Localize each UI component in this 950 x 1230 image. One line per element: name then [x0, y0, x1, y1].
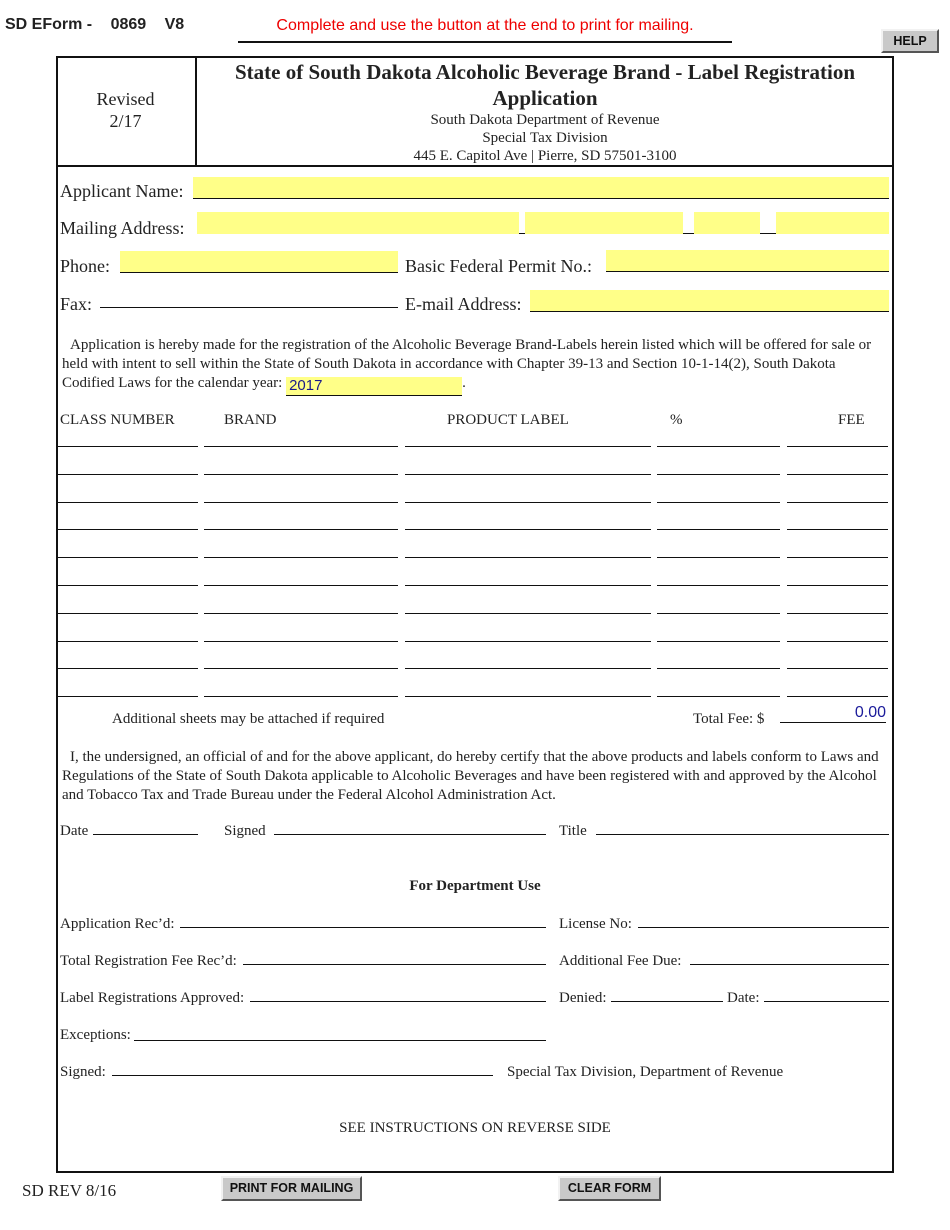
- total-fee-label: Total Fee: $: [693, 711, 765, 727]
- applicant-name-input[interactable]: [193, 177, 889, 199]
- department-name: South Dakota Department of Revenue: [430, 112, 660, 128]
- federal-permit-label: Basic Federal Permit No.:: [405, 256, 592, 276]
- col-header-brand: BRAND: [224, 412, 277, 428]
- email-label: E-mail Address:: [405, 294, 522, 314]
- eform-identifier: [5, 16, 198, 34]
- cell-brand[interactable]: [204, 446, 398, 447]
- col-header-fee: FEE: [838, 412, 865, 428]
- fax-input[interactable]: [100, 288, 398, 308]
- signed-line[interactable]: [274, 834, 546, 835]
- header-divider: [56, 165, 894, 167]
- division-signature-caption: Special Tax Division, Department of Revenue: [507, 1064, 784, 1080]
- additional-fee-due-line: [690, 964, 889, 965]
- cell-fee[interactable]: [787, 696, 888, 697]
- cell-percent[interactable]: [657, 446, 780, 447]
- exceptions-label: Exceptions:: [60, 1027, 131, 1043]
- cell-brand[interactable]: [204, 529, 398, 530]
- cell-class-number[interactable]: [57, 446, 198, 447]
- cell-product-label[interactable]: [405, 668, 651, 669]
- cell-brand[interactable]: [204, 641, 398, 642]
- state-input[interactable]: [694, 212, 760, 234]
- cell-fee[interactable]: [787, 613, 888, 614]
- cell-class-number[interactable]: [57, 641, 198, 642]
- col-header-class-number: CLASS NUMBER: [60, 412, 175, 428]
- license-no-line: [638, 927, 889, 928]
- cell-brand[interactable]: [204, 474, 398, 475]
- cell-class-number[interactable]: [57, 613, 198, 614]
- revised-date: 2/17: [109, 111, 142, 131]
- cell-product-label[interactable]: [405, 502, 651, 503]
- title-line[interactable]: [596, 834, 889, 835]
- cell-product-label[interactable]: [405, 613, 651, 614]
- email-input[interactable]: [530, 290, 889, 312]
- total-fee-received-label: Total Registration Fee Rec’d:: [60, 953, 237, 969]
- cell-fee[interactable]: [787, 585, 888, 586]
- form-revision: SD REV 8/16: [22, 1181, 117, 1200]
- application-received-label: Application Rec’d:: [60, 916, 175, 932]
- cell-percent[interactable]: [657, 696, 780, 697]
- statement-period: .: [462, 375, 466, 391]
- application-statement: [62, 336, 884, 396]
- street-input[interactable]: [197, 212, 519, 234]
- cell-product-label[interactable]: [405, 641, 651, 642]
- cell-brand[interactable]: [204, 668, 398, 669]
- denied-label: Denied:: [559, 990, 607, 1006]
- phone-label: Phone:: [60, 256, 111, 276]
- cell-product-label[interactable]: [405, 696, 651, 697]
- department-use-heading: For Department Use: [409, 878, 541, 894]
- cell-fee[interactable]: [787, 557, 888, 558]
- application-received-line: [180, 927, 546, 928]
- federal-permit-input[interactable]: [606, 250, 889, 272]
- phone-input[interactable]: [120, 251, 398, 273]
- cell-fee[interactable]: [787, 641, 888, 642]
- cell-fee[interactable]: [787, 668, 888, 669]
- mailing-address-label: Mailing Address:: [60, 218, 185, 238]
- cell-brand[interactable]: [204, 585, 398, 586]
- date-line[interactable]: [93, 834, 198, 835]
- cell-percent[interactable]: [657, 641, 780, 642]
- cell-fee[interactable]: [787, 474, 888, 475]
- label-approved-label: Label Registrations Approved:: [60, 990, 245, 1006]
- form-version: V8: [164, 16, 185, 33]
- additional-sheets-note: Additional sheets may be attached if required: [112, 711, 385, 727]
- clear-form-button[interactable]: CLEAR FORM: [558, 1176, 661, 1201]
- calendar-year-input[interactable]: [286, 377, 462, 396]
- cell-product-label[interactable]: [405, 585, 651, 586]
- instructions-note: SEE INSTRUCTIONS ON REVERSE SIDE: [339, 1120, 611, 1136]
- cell-class-number[interactable]: [57, 502, 198, 503]
- label-approved-line: [250, 1001, 546, 1002]
- date-label: Date: [60, 823, 89, 839]
- license-no-label: License No:: [559, 916, 632, 932]
- city-input[interactable]: [525, 212, 683, 234]
- cell-class-number[interactable]: [57, 557, 198, 558]
- exceptions-line: [134, 1040, 546, 1041]
- cell-brand[interactable]: [204, 502, 398, 503]
- cell-percent[interactable]: [657, 585, 780, 586]
- eform-label: SD EForm -: [5, 16, 93, 33]
- cell-percent[interactable]: [657, 502, 780, 503]
- form-number: 0869: [110, 16, 147, 33]
- applicant-name-label: Applicant Name:: [60, 181, 184, 201]
- cell-product-label[interactable]: [405, 529, 651, 530]
- cell-fee[interactable]: [787, 446, 888, 447]
- cell-brand[interactable]: [204, 557, 398, 558]
- cell-fee[interactable]: [787, 502, 888, 503]
- denied-line: [611, 1001, 723, 1002]
- dept-date-label: Date:: [727, 990, 760, 1006]
- cell-brand[interactable]: [204, 696, 398, 697]
- application-text: Application is hereby made for the registration of the Alcoholic Beverage Brand-Labels herein listed which will be offered for sale or held with intent to sell within the State of South Dakota in accordance with Chapter 39-13 and Section 10-1-14(2), South Dakota Codified Laws for the calendar year:: [62, 337, 872, 391]
- cell-percent[interactable]: [657, 557, 780, 558]
- cell-product-label[interactable]: [405, 474, 651, 475]
- help-button[interactable]: HELP: [881, 29, 939, 53]
- dept-signed-line: [112, 1075, 493, 1076]
- cell-class-number[interactable]: [57, 474, 198, 475]
- cell-percent[interactable]: [657, 529, 780, 530]
- print-notice: Complete and use the button at the end to print for mailing.: [238, 17, 732, 43]
- cell-class-number[interactable]: [57, 529, 198, 530]
- additional-fee-due-label: Additional Fee Due:: [559, 953, 682, 969]
- col-header-product-label: PRODUCT LABEL: [447, 412, 569, 428]
- division-name: Special Tax Division: [482, 130, 608, 146]
- cell-product-label[interactable]: [405, 557, 651, 558]
- total-fee-value: 0.00: [780, 704, 886, 723]
- cell-class-number[interactable]: [57, 585, 198, 586]
- fax-label: Fax:: [60, 294, 93, 314]
- cell-class-number[interactable]: [57, 668, 198, 669]
- zip-input[interactable]: [776, 212, 889, 234]
- cell-class-number[interactable]: [57, 696, 198, 697]
- title-label: Title: [559, 823, 587, 839]
- department-address: 445 E. Capitol Ave | Pierre, SD 57501-3100: [413, 148, 677, 164]
- revised-box: [56, 56, 197, 167]
- cell-percent[interactable]: [657, 613, 780, 614]
- col-header-percent: %: [670, 412, 683, 428]
- dept-date-line: [764, 1001, 889, 1002]
- signed-label: Signed: [224, 823, 266, 839]
- form-title: State of South Dakota Alcoholic Beverage Brand - Label Registration Application: [234, 60, 856, 110]
- print-for-mailing-button[interactable]: PRINT FOR MAILING: [221, 1176, 362, 1201]
- certification-text: I, the undersigned, an official of and for the above applicant, do hereby certify that the above products and labels conform to Laws and Regulations of the State of South Dakota applicable to Alcoholic Beverages and have been registered with and approved by the Alcohol and Tobacco Tax and Trade Bureau under the Federal Alcohol Administration Act.: [62, 749, 879, 803]
- dept-signed-label: Signed:: [60, 1064, 106, 1080]
- cell-percent[interactable]: [657, 668, 780, 669]
- revised-label: Revised: [96, 89, 155, 109]
- cell-fee[interactable]: [787, 529, 888, 530]
- cell-brand[interactable]: [204, 613, 398, 614]
- cell-product-label[interactable]: [405, 446, 651, 447]
- total-fee-received-line: [243, 964, 546, 965]
- cell-percent[interactable]: [657, 474, 780, 475]
